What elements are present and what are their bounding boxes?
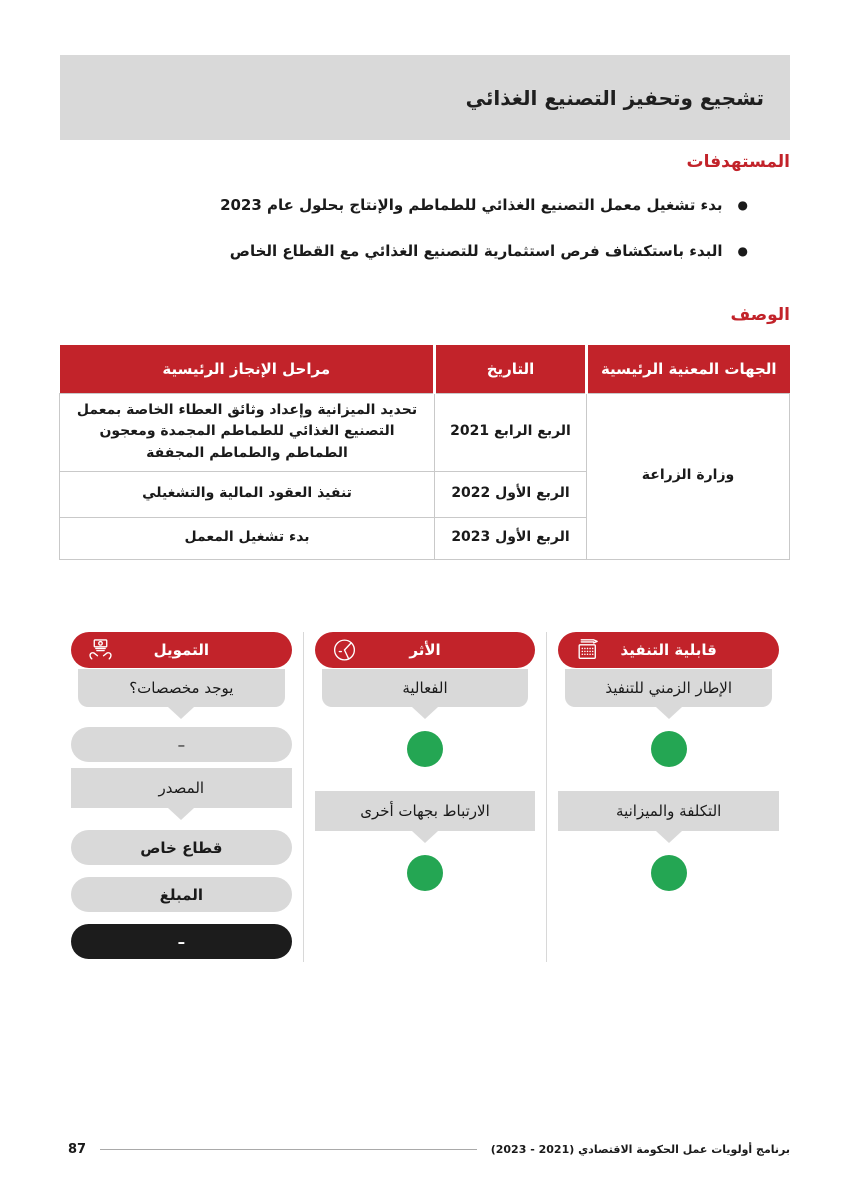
allocations-question [78, 669, 285, 707]
column-header-date: التاريخ [435, 345, 587, 393]
pie-chart-icon [331, 637, 358, 664]
page-title: تشجيع وتحفيز التصنيع الغذائي [465, 85, 764, 110]
table-row [60, 393, 790, 471]
amount-value-text: – [177, 932, 186, 951]
column-header-entities: الجهات المعنية الرئيسية [587, 345, 790, 393]
impact-panel [303, 632, 548, 962]
feasibility-panel [547, 632, 790, 962]
bullet-icon: ● [737, 244, 748, 258]
amount-value [71, 924, 292, 959]
bullet-icon: ● [737, 198, 748, 212]
criterion-text: التكلفة والميزانية [616, 802, 722, 820]
assessment-panels [60, 632, 790, 962]
status-indicator-green [651, 731, 687, 767]
source-label-text: المصدر [158, 779, 205, 797]
targets-heading: المستهدفات [686, 152, 790, 172]
footer-divider [100, 1149, 477, 1150]
targets-list [60, 194, 790, 262]
target-text: بدء تشغيل معمل التصنيع الغذائي للطماطم والإنتاج بحلول عام 2023 [220, 196, 723, 214]
amount-label [71, 877, 292, 912]
targets-section [60, 152, 790, 286]
feasibility-header [558, 632, 779, 668]
date-cell: الربع الأول 2022 [435, 471, 587, 517]
criterion-label [322, 669, 529, 707]
source-value-text: قطاع خاص [140, 838, 223, 857]
milestone-cell: بدء تشغيل المعمل [60, 517, 435, 559]
status-indicator-green [651, 855, 687, 891]
table-header-row [60, 345, 790, 393]
allocations-value [71, 727, 292, 762]
criterion-text: الفعالية [402, 679, 448, 697]
criterion-label [565, 669, 772, 707]
criterion-text: الارتباط بجهات أخرى [360, 802, 490, 820]
source-value [71, 830, 292, 865]
program-title: برنامج أولويات عمل الحكومة الاقتصادي (2021 - 2023) [490, 1143, 790, 1156]
source-label [71, 768, 292, 808]
impact-header [315, 632, 536, 668]
funding-title: التمويل [153, 641, 210, 659]
description-heading: الوصف [730, 305, 790, 325]
date-cell: الربع الأول 2023 [435, 517, 587, 559]
page-footer [60, 1142, 790, 1157]
amount-label-text: المبلغ [159, 885, 203, 904]
status-indicator-green [407, 731, 443, 767]
date-cell: الربع الرابع 2021 [435, 393, 587, 471]
milestone-cell: تحديد الميزانية وإعداد وثائق العطاء الخاصة بمعمل التصنيع الغذائي للطماطم المجمدة ومعجون الطماطم والطماطم المجففة [60, 393, 435, 471]
criterion-label [558, 791, 779, 831]
list-item [60, 240, 748, 262]
funding-panel [60, 632, 303, 962]
milestone-cell: تنفيذ العقود المالية والتشغيلي [60, 471, 435, 517]
calendar-icon [574, 637, 601, 664]
funding-header [71, 632, 292, 668]
status-indicator-green [407, 855, 443, 891]
description-table [59, 345, 790, 560]
entity-cell: وزارة الزراعة [587, 393, 790, 559]
list-item [60, 194, 748, 216]
page-title-box [60, 55, 790, 140]
page-number: 87 [68, 1142, 87, 1157]
feasibility-title: قابلية التنفيذ [620, 641, 717, 659]
target-text: البدء باستكشاف فرص استثمارية للتصنيع الغذائي مع القطاع الخاص [229, 242, 723, 260]
impact-title: الأثر [409, 641, 441, 659]
column-header-milestones: مراحل الإنجاز الرئيسية [60, 345, 435, 393]
allocations-value-text: – [177, 735, 186, 754]
hands-money-icon [87, 637, 114, 664]
criterion-text: الإطار الزمني للتنفيذ [605, 679, 732, 697]
criterion-label [315, 791, 536, 831]
allocations-question-text: يوجد مخصصات؟ [129, 679, 234, 697]
